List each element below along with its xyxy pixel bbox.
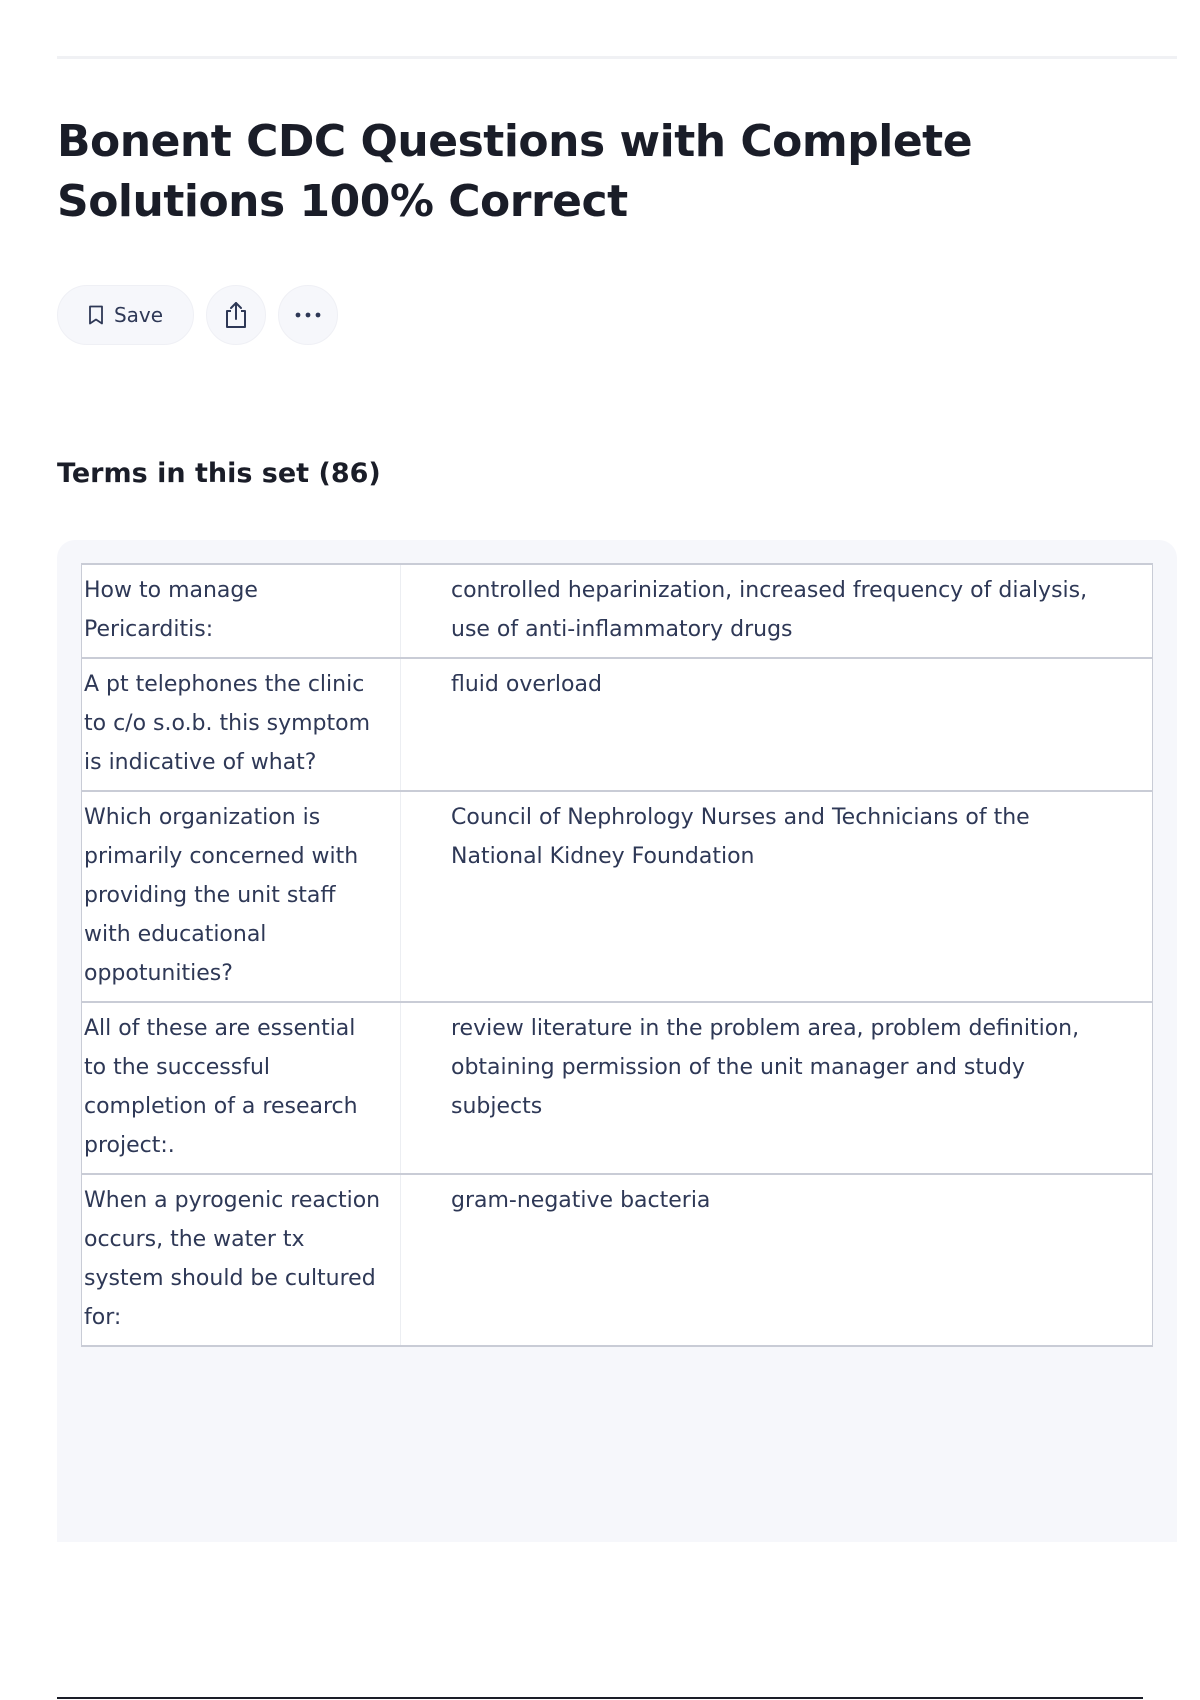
table-row bbox=[82, 1002, 1153, 1174]
term-cell: All of these are essential to the successful completion of a research project:. bbox=[82, 1002, 401, 1174]
term-cell: How to manage Pericarditis: bbox=[82, 564, 401, 658]
action-bar bbox=[57, 285, 338, 347]
table-row bbox=[82, 1174, 1153, 1346]
table-row bbox=[82, 658, 1153, 791]
table-row bbox=[82, 791, 1153, 1002]
share-icon bbox=[222, 300, 250, 330]
bottom-divider bbox=[57, 1697, 1143, 1699]
more-options-button[interactable] bbox=[278, 285, 338, 345]
page-title: Bonent CDC Questions with Complete Solutions 100% Correct bbox=[57, 116, 973, 227]
definition-cell: gram-negative bacteria bbox=[401, 1174, 1153, 1346]
save-label: Save bbox=[113, 303, 164, 327]
top-divider bbox=[57, 56, 1177, 59]
terms-table bbox=[81, 563, 1153, 1347]
definition-cell: review literature in the problem area, problem definition, obtaining permission of the unit manager and study subjects bbox=[401, 1002, 1153, 1174]
term-cell: When a pyrogenic reaction occurs, the water tx system should be cultured for: bbox=[82, 1174, 401, 1346]
bookmark-icon bbox=[88, 305, 104, 325]
term-cell: A pt telephones the clinic to c/o s.o.b. this symptom is indicative of what? bbox=[82, 658, 401, 791]
terms-heading: Terms in this set (86) bbox=[57, 458, 381, 489]
definition-cell: fluid overload bbox=[401, 658, 1153, 791]
definition-cell: controlled heparinization, increased frequency of dialysis, use of anti-inflammatory drugs bbox=[401, 564, 1153, 658]
more-horizontal-icon bbox=[294, 311, 322, 319]
table-row bbox=[82, 564, 1153, 658]
term-cell: Which organization is primarily concerned with providing the unit staff with educational oppotunities? bbox=[82, 791, 401, 1002]
save-button[interactable] bbox=[57, 285, 194, 345]
share-button[interactable] bbox=[206, 285, 266, 345]
definition-cell: Council of Nephrology Nurses and Technicians of the National Kidney Foundation bbox=[401, 791, 1153, 1002]
